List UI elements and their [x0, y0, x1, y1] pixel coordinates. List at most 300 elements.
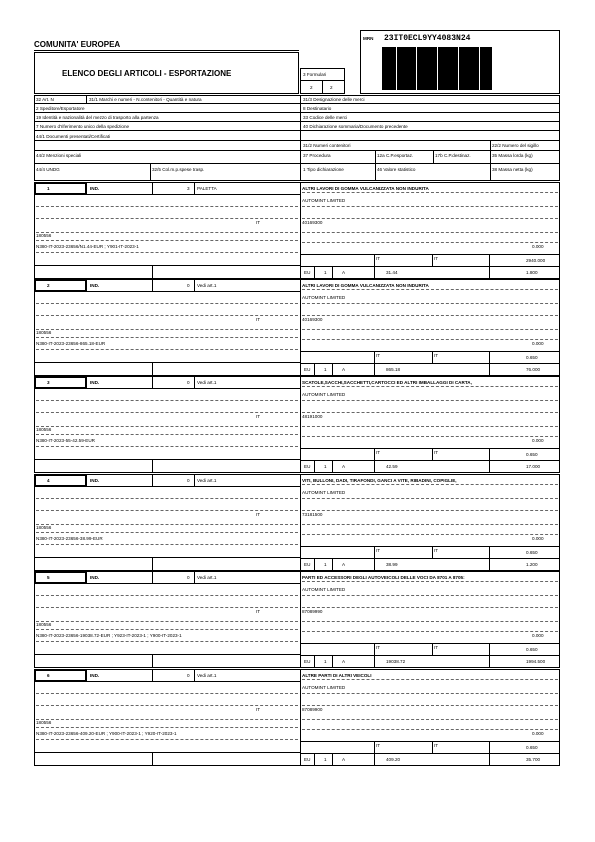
item-block	[34, 474, 560, 571]
item-right-line	[300, 546, 560, 547]
item-marks: IND.	[90, 673, 100, 678]
item-proc-b: A	[342, 562, 346, 567]
item-docs: N380-IT-2023-23656/N1.44-EUR ; Y901-IT-2023-1	[36, 244, 139, 249]
item-divider	[300, 474, 301, 571]
item-docs: N380-IT-2023-23656-38.99-EUR	[36, 536, 103, 541]
item-consignee: AUTOMINT LIMITED	[302, 685, 346, 690]
item-mode: EU	[304, 270, 311, 275]
item-kind: Vedi art.1	[197, 575, 217, 580]
item-dash-right	[302, 218, 558, 219]
item-country-2: IT	[376, 353, 381, 358]
item-right-line	[300, 741, 560, 742]
item-right-split1	[374, 448, 375, 473]
item-top-line	[34, 194, 300, 195]
item-right-split3	[489, 546, 490, 571]
item-dash-left	[36, 705, 298, 706]
item-right-split5	[332, 753, 333, 766]
item-proc-b: A	[342, 757, 346, 762]
item-right-split1	[374, 643, 375, 668]
item-code: 87089900	[302, 707, 323, 712]
item-bottom-left	[34, 362, 300, 363]
item-right-split4	[314, 266, 315, 279]
item-dash-left	[36, 412, 298, 413]
label-pack: 32/5 Col.m.p.spese trasp.	[152, 167, 205, 172]
item-right-split4	[314, 363, 315, 376]
item-right-split5	[332, 266, 333, 279]
item-right-line	[300, 254, 560, 255]
item-dash-right	[302, 719, 558, 720]
item-dash-left	[36, 434, 298, 435]
item-qty-divider	[194, 279, 195, 291]
item-net: 1994.500	[526, 659, 546, 664]
community-title: COMUNITA' EUROPEA	[34, 40, 121, 49]
item-dash-left	[36, 544, 298, 545]
item-bottom-left	[34, 265, 300, 266]
item-ref: 180556	[36, 427, 52, 432]
item-proc-a: 1	[324, 464, 327, 469]
item-docs: N380-IT-2023-23656-409.20-EUR ; Y900-IT-2023-1 ; Y920-IT-2023-1	[36, 731, 177, 736]
item-consignee: AUTOMINT LIMITED	[302, 295, 346, 300]
item-dash-right	[302, 242, 558, 243]
label-seal-no: 22/2 Numero del sigillo	[492, 143, 539, 148]
item-bottom-split	[152, 752, 153, 766]
item-cp: IT	[434, 743, 439, 748]
item-mark-divider	[152, 474, 153, 486]
item-mode: EU	[304, 562, 311, 567]
item-desc: ALTRI LAVORI DI GOMMA VULCANIZZATA NON INDURITA	[302, 186, 429, 191]
item-country-2: IT	[376, 256, 381, 261]
item-docs: N380-IT-2023-55-42.59-EUR	[36, 438, 95, 443]
item-ref: 180556	[36, 720, 52, 725]
item-proc-b: A	[342, 464, 346, 469]
item-number-box	[35, 280, 86, 291]
item-net: 35.700	[526, 757, 541, 762]
item-right-split5	[332, 363, 333, 376]
label-certs: 44/1 Documenti presentati/Certificati	[36, 134, 111, 139]
item-dash-right	[302, 498, 558, 499]
label-exporter: 2 Speditore/Esportatore	[36, 106, 85, 111]
item-consignee: AUTOMINT LIMITED	[302, 392, 346, 397]
item-dash-right	[302, 436, 558, 437]
item-dash-right	[302, 607, 558, 608]
item-gross: 0.650	[526, 452, 538, 457]
item-top-line	[34, 583, 300, 584]
item-val1: 0.000	[532, 244, 544, 249]
item-stat: 31.44	[386, 270, 398, 275]
item-dash-left	[36, 607, 298, 608]
item-marks: IND.	[90, 186, 100, 191]
item-dash-left	[36, 739, 298, 740]
item-qty: 0	[187, 478, 190, 483]
item-block	[34, 571, 560, 668]
item-right-split2	[432, 546, 433, 558]
formulari-label: 3 Formulari	[303, 72, 327, 77]
item-stat: 38.99	[386, 562, 398, 567]
item-top-line	[34, 291, 300, 292]
item-right-split1	[374, 254, 375, 279]
item-mode: EU	[304, 464, 311, 469]
barcode	[382, 47, 492, 90]
item-bottom-left	[34, 557, 300, 558]
community-underline	[34, 50, 299, 51]
item-cp: IT	[434, 353, 439, 358]
item-right-line2	[300, 266, 560, 267]
item-dash-right	[302, 400, 558, 401]
item-divider	[300, 279, 301, 376]
item-dash-left	[36, 218, 298, 219]
item-marks: IND.	[90, 283, 100, 288]
item-divider	[300, 182, 301, 279]
item-dash-right	[302, 206, 558, 207]
item-dash-right	[302, 192, 558, 193]
item-num-divider	[86, 279, 87, 291]
item-marks: IND.	[90, 575, 100, 580]
label-gross: 35 Massa lorda (kg)	[492, 153, 533, 158]
item-ref: 180556	[36, 330, 52, 335]
item-qty-divider	[194, 182, 195, 194]
item-country: IT	[256, 707, 261, 712]
item-right-split3	[489, 254, 490, 279]
item-number-box	[35, 670, 86, 681]
formulari-a: 2	[310, 85, 313, 90]
item-right-split4	[314, 753, 315, 766]
item-dash-right	[302, 289, 558, 290]
item-number: 1	[47, 186, 50, 191]
label-containers: 31/2 Numeri contenitori	[303, 143, 351, 148]
item-bottom-split	[152, 265, 153, 279]
item-dash-right	[302, 534, 558, 535]
item-country-2: IT	[376, 450, 381, 455]
item-bottom-split	[152, 557, 153, 571]
item-cp: IT	[434, 256, 439, 261]
label-marks: 31/1 Marchi e numeri - N.contenitori - Quantità e natura	[89, 97, 202, 102]
item-bottom-left	[34, 752, 300, 753]
item-bottom-split	[152, 654, 153, 668]
item-code: 40169300	[302, 317, 323, 322]
item-right-split5	[332, 460, 333, 473]
item-proc-a: 1	[324, 562, 327, 567]
item-right-split1	[374, 741, 375, 766]
item-cp: IT	[434, 450, 439, 455]
item-stat: 865.18	[386, 367, 401, 372]
item-ref: 180556	[36, 233, 52, 238]
item-qty: 0	[187, 380, 190, 385]
item-dash-left	[36, 240, 298, 241]
item-number-box	[35, 183, 86, 194]
item-gross: 0.650	[526, 355, 538, 360]
item-val1: 0.000	[532, 341, 544, 346]
item-dash-right	[302, 524, 558, 525]
item-num-divider	[86, 669, 87, 681]
item-proc-b: A	[342, 367, 346, 372]
label-cust-value: 12a C.P.esportaz.	[377, 153, 414, 158]
item-number: 3	[47, 380, 50, 385]
item-right-split3	[489, 643, 490, 668]
item-right-split4	[314, 460, 315, 473]
item-dash-left	[36, 349, 298, 350]
item-stat: 409.20	[386, 757, 401, 762]
item-dash-right	[302, 303, 558, 304]
item-block	[34, 669, 560, 766]
item-val1: 0.000	[532, 536, 544, 541]
item-right-line2	[300, 753, 560, 754]
item-consignee: AUTOMINT LIMITED	[302, 198, 346, 203]
item-right-split2	[432, 741, 433, 753]
item-consignee: AUTOMINT LIMITED	[302, 587, 346, 592]
label-ucr: 7 Numero d'riferimento unico della spedizione	[36, 124, 130, 129]
item-dash-left	[36, 641, 298, 642]
item-right-split1	[374, 351, 375, 376]
item-number-box	[35, 572, 86, 583]
item-dash-right	[302, 339, 558, 340]
item-dash-right	[302, 595, 558, 596]
item-dash-right	[302, 484, 558, 485]
item-dash-right	[302, 426, 558, 427]
item-bottom-left	[34, 459, 300, 460]
item-right-split3	[489, 741, 490, 766]
item-val1: 0.000	[532, 438, 544, 443]
item-code: 40169300	[302, 220, 323, 225]
item-country-2: IT	[376, 743, 381, 748]
item-right-split3	[489, 351, 490, 376]
item-dash-left	[36, 510, 298, 511]
item-gross: 0.650	[526, 745, 538, 750]
item-kind: Vedi art.1	[197, 478, 217, 483]
page-title: ELENCO DEGLI ARTICOLI - ESPORTAZIONE	[62, 69, 232, 78]
general-grid	[34, 95, 560, 181]
item-dash-right	[302, 631, 558, 632]
formulari-line	[300, 80, 345, 81]
item-qty-divider	[194, 474, 195, 486]
item-val1: 0.000	[532, 633, 544, 638]
item-net: 1.800	[526, 270, 538, 275]
item-desc: PARTI ED ACCESSORI DEGLI AUTOVEICOLI DELLE VOCI DA 8701 A 8705:	[302, 575, 465, 580]
item-dash-right	[302, 729, 558, 730]
item-number: 5	[47, 575, 50, 580]
item-ref: 180556	[36, 525, 52, 530]
item-dash-left	[36, 303, 298, 304]
item-num-divider	[86, 571, 87, 583]
item-desc: VITI, BULLONI, DADI, TIRAFONDI, GANCI A VITE, RIBADINI, COPIGLIE,	[302, 478, 457, 483]
item-dash-left	[36, 524, 298, 525]
label-stat-value: 46 Valore statistico	[377, 167, 416, 172]
item-qty: 3	[187, 186, 190, 191]
item-bottom-split	[152, 362, 153, 376]
item-gross: 2940.000	[526, 258, 546, 263]
item-marks: IND.	[90, 380, 100, 385]
label-prev-doc: 40 Dichiarazione sommaria/Documento precedente	[303, 124, 408, 129]
item-dash-left	[36, 329, 298, 330]
item-marks: IND.	[90, 478, 100, 483]
item-dash-right	[302, 679, 558, 680]
item-dash-left	[36, 693, 298, 694]
item-mode: EU	[304, 659, 311, 664]
item-right-line2	[300, 363, 560, 364]
item-block	[34, 182, 560, 279]
item-dash-left	[36, 595, 298, 596]
item-dash-left	[36, 252, 298, 253]
item-net: 76.000	[526, 367, 541, 372]
item-country: IT	[256, 220, 261, 225]
item-mode: EU	[304, 757, 311, 762]
label-procedure: 37 Procedura	[303, 153, 331, 158]
item-bottom-left	[34, 654, 300, 655]
item-net: 17.000	[526, 464, 541, 469]
item-dash-left	[36, 315, 298, 316]
item-consignee: AUTOMINT LIMITED	[302, 490, 346, 495]
item-net: 1.200	[526, 562, 538, 567]
item-dash-left	[36, 532, 298, 533]
item-qty: 0	[187, 673, 190, 678]
mrn-label: MRN	[363, 36, 374, 41]
item-proc-b: A	[342, 270, 346, 275]
item-mark-divider	[152, 376, 153, 388]
item-cp: IT	[434, 548, 439, 553]
item-right-split2	[432, 643, 433, 655]
item-code: 87089990	[302, 609, 323, 614]
item-right-split5	[332, 558, 333, 571]
item-right-split5	[332, 655, 333, 668]
item-right-split2	[432, 448, 433, 460]
item-qty-divider	[194, 571, 195, 583]
item-dash-left	[36, 727, 298, 728]
item-right-split4	[314, 655, 315, 668]
label-net: 38 Massa netta (kg)	[492, 167, 533, 172]
item-qty: 0	[187, 283, 190, 288]
item-divider	[300, 376, 301, 473]
item-country: IT	[256, 414, 261, 419]
item-number-box	[35, 475, 86, 486]
item-dash-right	[302, 621, 558, 622]
item-stat: 42.59	[386, 464, 398, 469]
item-block	[34, 376, 560, 473]
item-dash-left	[36, 426, 298, 427]
label-cp-stat: 17b C.P.destinaz.	[435, 153, 471, 158]
item-dash-left	[36, 621, 298, 622]
formulari-b: 2	[330, 85, 333, 90]
item-qty-divider	[194, 669, 195, 681]
item-dash-left	[36, 498, 298, 499]
item-desc: ALTRI LAVORI DI GOMMA VULCANIZZATA NON INDURITA	[302, 283, 429, 288]
item-code: 48191000	[302, 414, 323, 419]
item-dash-left	[36, 719, 298, 720]
label-code: 33 Codice delle merci	[303, 115, 348, 120]
label-special: 44/2 Menzioni speciali	[36, 153, 82, 158]
label-consignee: 8 Destinatario	[303, 106, 332, 111]
item-right-split2	[432, 351, 433, 363]
item-gross: 0.650	[526, 647, 538, 652]
item-dash-right	[302, 693, 558, 694]
item-number: 2	[47, 283, 50, 288]
item-country: IT	[256, 317, 261, 322]
label-transport: 19 Identità e nazionalità del mezzo di trasporto alla partenza	[36, 115, 159, 120]
formulari-divider	[322, 80, 323, 94]
item-right-split1	[374, 546, 375, 571]
item-num-divider	[86, 376, 87, 388]
item-mark-divider	[152, 669, 153, 681]
item-right-line2	[300, 460, 560, 461]
item-country: IT	[256, 609, 261, 614]
item-val1: 0.000	[532, 731, 544, 736]
item-desc: SCATOLE,SACCHI,SACCHETTI,CARTOCCI ED ALTRI IMBALLAGGI DI CARTA,	[302, 380, 472, 385]
mrn-value: 23IT0ECL9YY4083N24	[384, 34, 471, 43]
item-docs: N380-IT-2023-23656-865.18-EUR	[36, 341, 106, 346]
label-goods-desc: 31/3 Designazione delle merci	[303, 97, 365, 102]
item-num-divider	[86, 182, 87, 194]
item-top-line	[34, 388, 300, 389]
label-art-n: 32 Art. N	[36, 97, 54, 102]
label-decl-type: 1 Tipo dichiarazione	[303, 167, 344, 172]
item-kind: PALETTA	[197, 186, 217, 191]
item-divider	[300, 669, 301, 766]
item-num-divider	[86, 474, 87, 486]
item-right-split4	[314, 558, 315, 571]
item-dash-left	[36, 629, 298, 630]
item-dash-right	[302, 581, 558, 582]
item-proc-a: 1	[324, 367, 327, 372]
item-right-line	[300, 351, 560, 352]
item-dash-right	[302, 386, 558, 387]
item-qty: 0	[187, 575, 190, 580]
item-right-line2	[300, 655, 560, 656]
item-kind: Vedi art.1	[197, 283, 217, 288]
item-divider	[300, 571, 301, 668]
item-country-2: IT	[376, 645, 381, 650]
item-proc-a: 1	[324, 270, 327, 275]
item-desc: ALTRE PARTI DI ALTRI VEICOLI	[302, 673, 372, 678]
item-dash-right	[302, 315, 558, 316]
item-proc-b: A	[342, 659, 346, 664]
item-dash-right	[302, 329, 558, 330]
label-undg: 44/4 UNDG	[36, 167, 60, 172]
item-number: 6	[47, 673, 50, 678]
item-top-line	[34, 486, 300, 487]
item-cp: IT	[434, 645, 439, 650]
item-dash-right	[302, 232, 558, 233]
item-code: 73181500	[302, 512, 323, 517]
item-top-line	[34, 681, 300, 682]
item-bottom-split	[152, 459, 153, 473]
item-gross: 0.650	[526, 550, 538, 555]
item-dash-left	[36, 206, 298, 207]
item-country-2: IT	[376, 548, 381, 553]
item-right-line	[300, 448, 560, 449]
item-docs: N380-IT-2023-23656-19038.72-EUR ; Y923-IT-2023-1 ; Y900-IT-2023-1	[36, 633, 182, 638]
item-right-split3	[489, 448, 490, 473]
item-dash-left	[36, 400, 298, 401]
item-mark-divider	[152, 182, 153, 194]
item-dash-right	[302, 705, 558, 706]
item-dash-right	[302, 412, 558, 413]
item-qty-divider	[194, 376, 195, 388]
item-kind: Vedi art.1	[197, 673, 217, 678]
item-right-split2	[432, 254, 433, 266]
item-dash-right	[302, 510, 558, 511]
item-mark-divider	[152, 571, 153, 583]
item-proc-a: 1	[324, 659, 327, 664]
item-block	[34, 279, 560, 376]
item-ref: 180556	[36, 622, 52, 627]
item-country: IT	[256, 512, 261, 517]
item-proc-a: 1	[324, 757, 327, 762]
item-dash-left	[36, 337, 298, 338]
item-dash-left	[36, 232, 298, 233]
item-mode: EU	[304, 367, 311, 372]
item-number-box	[35, 377, 86, 388]
item-kind: Vedi art.1	[197, 380, 217, 385]
item-dash-left	[36, 446, 298, 447]
item-number: 4	[47, 478, 50, 483]
